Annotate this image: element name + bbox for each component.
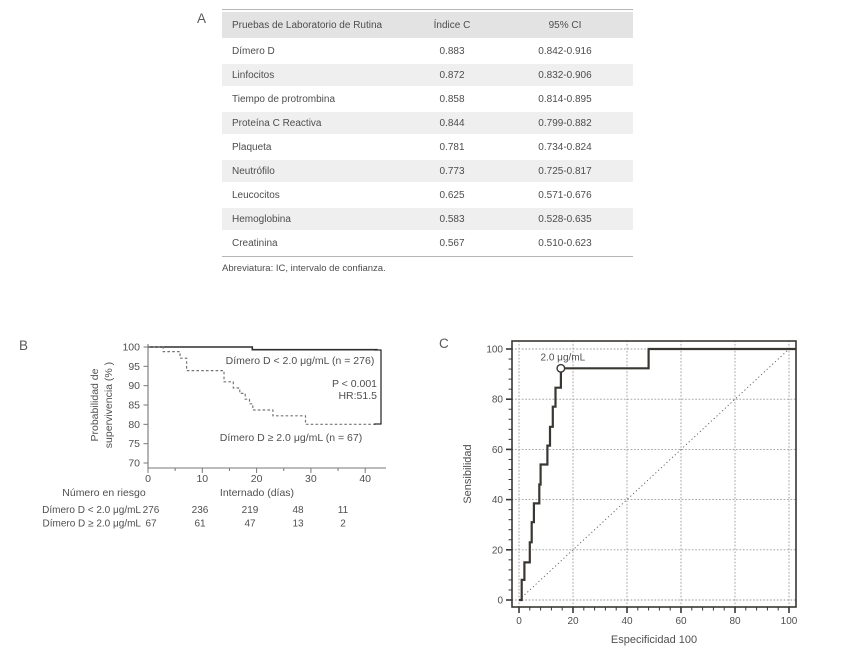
c-index-cell: 0.567 (439, 237, 465, 249)
roc-y-tick-label: 100 (486, 344, 503, 356)
test-name-cell: Tiempo de protrombina (232, 93, 336, 105)
table-row (222, 112, 633, 134)
risk-count: 13 (292, 518, 304, 530)
roc-cutoff-label: 2.0 μg/mL (540, 352, 586, 364)
risk-row-label: Dímero D < 2.0 μg/mL (42, 505, 141, 516)
risk-count: 47 (244, 518, 256, 530)
risk-count: 276 (142, 505, 160, 516)
test-name-cell: Hemoglobina (222, 208, 407, 230)
risk-count: 236 (191, 505, 209, 516)
svg-text:Probabilidad de: Probabilidad de (89, 368, 101, 442)
panel-a-label: A (197, 11, 207, 26)
km-y-tick-label: 80 (128, 418, 140, 431)
table-bottom-rule (222, 256, 633, 257)
lab-table-panel (222, 9, 633, 274)
col-header-test: Pruebas de Laboratorio de Rutina (222, 12, 407, 38)
roc-x-tick-label: 80 (729, 616, 741, 627)
km-x-tick-label: 0 (145, 473, 151, 485)
ci-cell: 0.832-0.906 (497, 64, 633, 86)
km-y-axis-title (89, 362, 115, 448)
ci-cell: 0.734-0.824 (538, 141, 592, 153)
km-pvalue-annotation: P < 0.001 (331, 378, 377, 390)
col-header-cindex: Índice C (407, 12, 497, 38)
roc-x-tick-label: 0 (516, 616, 522, 627)
risk-count: 11 (337, 505, 349, 516)
table-row (222, 136, 633, 158)
km-y-tick-label: 90 (128, 380, 140, 393)
roc-x-axis-title: Especificidad 100 (610, 634, 698, 646)
roc-grid (512, 341, 796, 607)
km-chart (0, 330, 440, 540)
risk-count: 67 (145, 518, 157, 530)
ci-cell: 0.510-0.623 (538, 237, 592, 249)
km-x-tick-label: 40 (359, 473, 372, 485)
panel-c-label: C (439, 336, 449, 351)
roc-x-tick-label: 100 (780, 616, 798, 627)
roc-x-tick-label: 20 (567, 616, 579, 627)
roc-cutoff-marker (557, 365, 565, 373)
test-name-cell: Leucocitos (232, 189, 280, 201)
ci-cell: 0.528-0.635 (497, 208, 633, 230)
table-row (222, 208, 633, 230)
km-y-tick-label: 70 (128, 457, 140, 470)
roc-y-tick-label: 20 (491, 545, 503, 557)
lab-table (222, 10, 633, 256)
test-name-cell: Plaqueta (232, 141, 272, 153)
ci-cell: 0.814-0.895 (538, 93, 592, 105)
test-name-cell: Neutrófilo (222, 160, 407, 182)
panel-b-label: B (19, 338, 29, 353)
c-index-cell: 0.844 (407, 112, 497, 134)
table-row (222, 232, 633, 254)
roc-y-tick-label: 80 (491, 394, 503, 406)
risk-count: 2 (340, 518, 346, 530)
col-header-ci: 95% CI (497, 12, 633, 38)
roc-frame (512, 341, 796, 607)
test-name-cell: Linfocitos (222, 64, 407, 86)
roc-y-tick-label: 0 (497, 595, 503, 607)
table-row (222, 184, 633, 206)
risk-row-label: Dímero D ≥ 2.0 μg/mL (42, 518, 141, 530)
c-index-cell: 0.781 (439, 141, 465, 153)
km-x-tick-label: 20 (250, 473, 263, 485)
risk-count: 219 (241, 505, 259, 516)
c-index-cell: 0.883 (439, 45, 465, 57)
svg-text:supervivencia (% ): supervivencia (% ) (103, 361, 115, 449)
km-y-tick-label: 100 (122, 341, 140, 354)
roc-chart (437, 330, 830, 650)
km-y-tick-label: 85 (128, 399, 140, 412)
ci-cell: 0.842-0.916 (538, 45, 592, 57)
km-risk-table (42, 487, 348, 530)
risk-count: 61 (194, 518, 206, 530)
test-name-cell: Dímero D (232, 45, 275, 57)
c-index-cell: 0.625 (439, 189, 465, 201)
c-index-cell: 0.583 (407, 208, 497, 230)
roc-x-tick-label: 40 (621, 616, 633, 627)
roc-y-axis-title: Sensibilidad (462, 444, 474, 504)
test-name-cell: Creatinina (232, 237, 278, 249)
km-y-tick-label: 75 (128, 438, 140, 451)
table-footnote: Abreviatura: IC, intervalo de confianza. (222, 263, 386, 274)
km-y-tick-label: 95 (128, 360, 140, 373)
table-row (222, 88, 633, 110)
risk-table-row (42, 519, 346, 530)
ci-cell: 0.799-0.882 (497, 112, 633, 134)
ci-cell: 0.725-0.817 (497, 160, 633, 182)
km-series-solid-label: Dímero D < 2.0 μg/mL (n = 276) (225, 355, 375, 367)
km-series-solid (148, 347, 378, 350)
table-row (222, 64, 633, 86)
km-x-tick-label: 10 (196, 473, 209, 485)
risk-table-row (42, 505, 348, 516)
roc-x-tick-label: 60 (675, 616, 687, 627)
c-index-cell: 0.858 (439, 93, 465, 105)
c-index-cell: 0.773 (407, 160, 497, 182)
km-x-axis-title: Internado (días) (219, 487, 295, 499)
lab-table-header-row (222, 12, 633, 38)
roc-y-tick-label: 40 (491, 495, 503, 507)
lab-table-body (222, 40, 633, 254)
km-series-dashed-label: Dímero D ≥ 2.0 μg/mL (n = 67) (219, 432, 363, 444)
roc-y-tick-label: 60 (491, 444, 503, 456)
ci-cell: 0.571-0.676 (538, 189, 592, 201)
risk-table-title: Número en riesgo (62, 487, 146, 499)
test-name-cell: Proteína C Reactiva (222, 112, 407, 134)
risk-count: 48 (292, 505, 304, 516)
table-row (222, 160, 633, 182)
km-x-tick-label: 30 (305, 473, 317, 485)
table-row (222, 40, 633, 62)
km-hr-annotation: HR:51.5 (338, 390, 377, 402)
roc-curve (519, 349, 796, 600)
c-index-cell: 0.872 (407, 64, 497, 86)
